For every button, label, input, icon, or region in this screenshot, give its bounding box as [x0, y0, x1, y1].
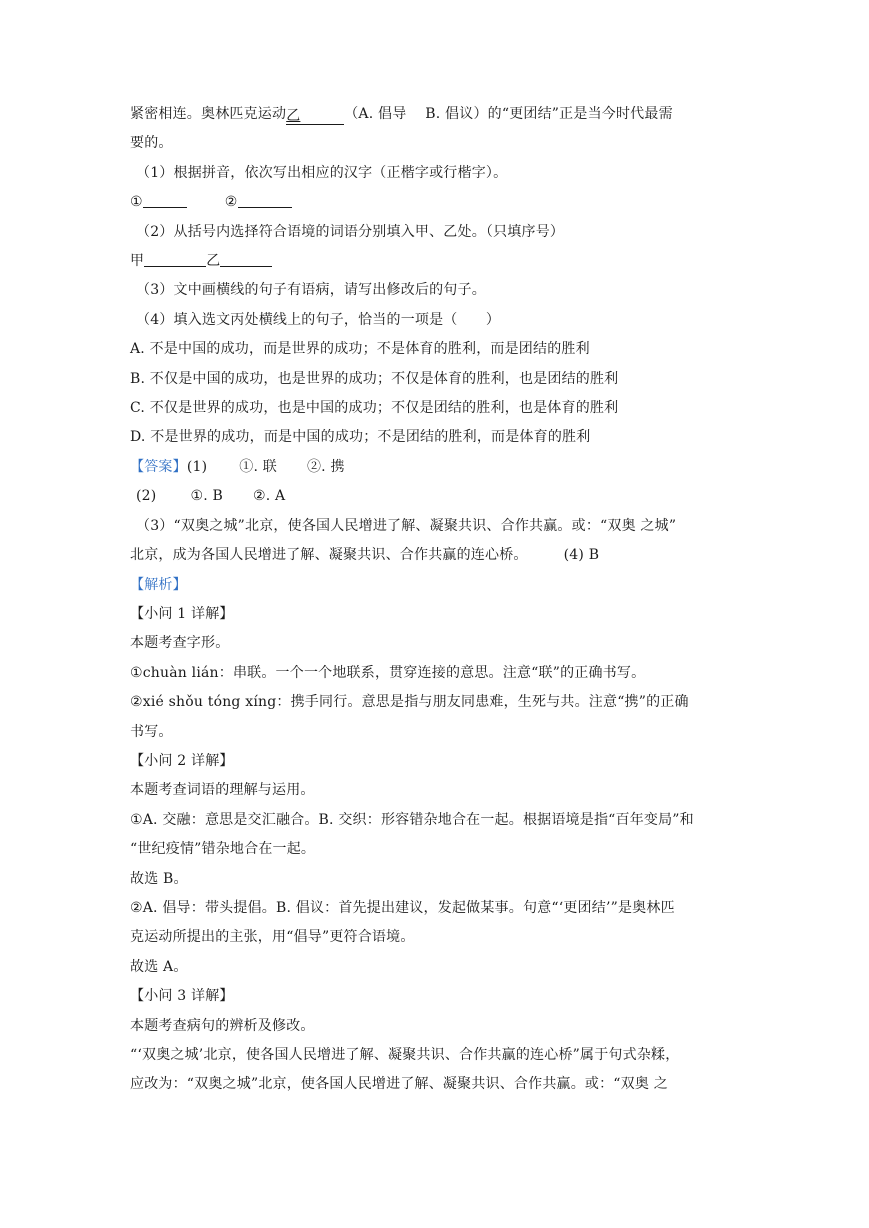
- section-1-para-2-line-1: ②xié shǒu tóng xíng：携手同行。意思是指与朋友同患难，生死与共。注意“携”的正确: [130, 694, 689, 711]
- question-1-blanks: [130, 188, 740, 217]
- blank-yi-answer: [220, 250, 272, 267]
- answer-tag: 【答案】: [130, 458, 187, 475]
- blank-2: [238, 191, 292, 208]
- answer-line-1: [130, 453, 740, 482]
- section-1-para-2-line-2: 书写。: [130, 723, 173, 740]
- answer-3-text: 北京，成为各国人民增进了解、凝聚共识、合作共赢的连心桥。: [130, 547, 528, 564]
- blank-jia-label: 甲: [130, 253, 145, 270]
- document-page: [130, 100, 740, 1100]
- option-b: B. 不仅是中国的成功，也是世界的成功；不仅是体育的胜利，也是团结的胜利: [130, 370, 619, 387]
- answer-2-2: ②. A: [252, 488, 286, 505]
- blank-yi: 乙: [286, 102, 344, 118]
- question-2: （2）从括号内选择符合语境的词语分别填入甲、乙处。（只填序号）: [136, 223, 565, 240]
- blank-2-label: ②: [224, 194, 238, 211]
- blank-yi-label: 乙: [206, 253, 221, 270]
- section-3-title: 【小问 3 详解】: [130, 988, 234, 1005]
- answer-3-line-1: （3）“双奥之城”北京，使各国人民增进了解、凝聚共识、合作共赢。或：“双奥 之城”: [136, 517, 677, 534]
- section-2-para-2-line-2: 克运动所提出的主张，用“倡导”更符合语境。: [130, 929, 415, 946]
- section-3-intro: 本题考查病句的辨析及修改。: [130, 1017, 315, 1034]
- answer-2-1: ①. B: [190, 488, 223, 505]
- blank-jia: [144, 250, 206, 267]
- option-c: C. 不仅是世界的成功，也是中国的成功；不仅是团结的胜利，也是体育的胜利: [130, 400, 619, 417]
- question-3: （3）文中画横线的句子有语病，请写出修改后的句子。: [136, 282, 486, 299]
- option-a: A. 不是中国的成功，而是世界的成功；不是体育的胜利，而是团结的胜利: [130, 341, 590, 358]
- intro-line-2: 要的。: [130, 135, 173, 152]
- question-1: （1）根据拼音，依次写出相应的汉字（正楷字或行楷字）。: [136, 164, 508, 181]
- section-2-para-2-line-3: 故选 A。: [130, 958, 188, 975]
- answer-4: (4) B: [563, 547, 600, 564]
- answer-1-1: ①. 联: [239, 458, 277, 475]
- answer-1-num: (1): [186, 458, 208, 475]
- analysis-tag: 【解析】: [130, 576, 187, 593]
- answer-1-2: ②. 携: [306, 458, 345, 475]
- section-2-para-2-line-1: ②A. 倡导：带头提倡。B. 倡议：首先提出建议，发起做某事。句意“‘更团结’”是奥林匹: [130, 899, 675, 916]
- section-2-para-1-line-2: “世纪疫情”错杂地合在一起。: [130, 841, 316, 858]
- question-4: （4）填入选文丙处横线上的句子，恰当的一项是（ ）: [136, 311, 501, 328]
- section-3-para-1-line-2: 应改为：“双奥之城”北京，使各国人民增进了解、凝聚共识、合作共赢。或：“双奥 之: [130, 1076, 668, 1093]
- blank-1: [143, 191, 187, 208]
- section-2-intro: 本题考查词语的理解与运用。: [130, 782, 315, 799]
- intro-line-1: [130, 100, 740, 129]
- answer-2-num: (2): [136, 488, 157, 505]
- option-d: D. 不是世界的成功，而是中国的成功；不是团结的胜利，而是体育的胜利: [130, 429, 591, 446]
- answer-line-2: [130, 482, 740, 511]
- section-1-intro: 本题考查字形。: [130, 635, 230, 652]
- section-2-para-1-line-3: 故选 B。: [130, 870, 188, 887]
- section-2-para-1-line-1: ①A. 交融：意思是交汇融合。B. 交织：形容错杂地合在一起。根据语境是指“百年变局”和: [130, 811, 694, 828]
- question-2-blanks: [130, 247, 740, 276]
- answer-3-line-2: [130, 541, 740, 570]
- blank-1-label: ①: [130, 194, 143, 211]
- section-1-para-1: ①chuàn lián：串联。一个一个地联系，贯穿连接的意思。注意“联”的正确书写。: [130, 664, 646, 681]
- section-1-title: 【小问 1 详解】: [130, 605, 234, 622]
- intro-text-c: （A. 倡导 B. 倡议）的“更团结”正是当今时代最需: [344, 106, 673, 122]
- section-3-para-1-line-1: “‘双奥之城’北京，使各国人民增进了解、凝聚共识、合作共赢的连心桥”属于句式杂糅，: [130, 1047, 680, 1063]
- intro-text-a: 紧密相连。奥林匹克运动: [130, 106, 287, 122]
- section-2-title: 【小问 2 详解】: [130, 752, 234, 769]
